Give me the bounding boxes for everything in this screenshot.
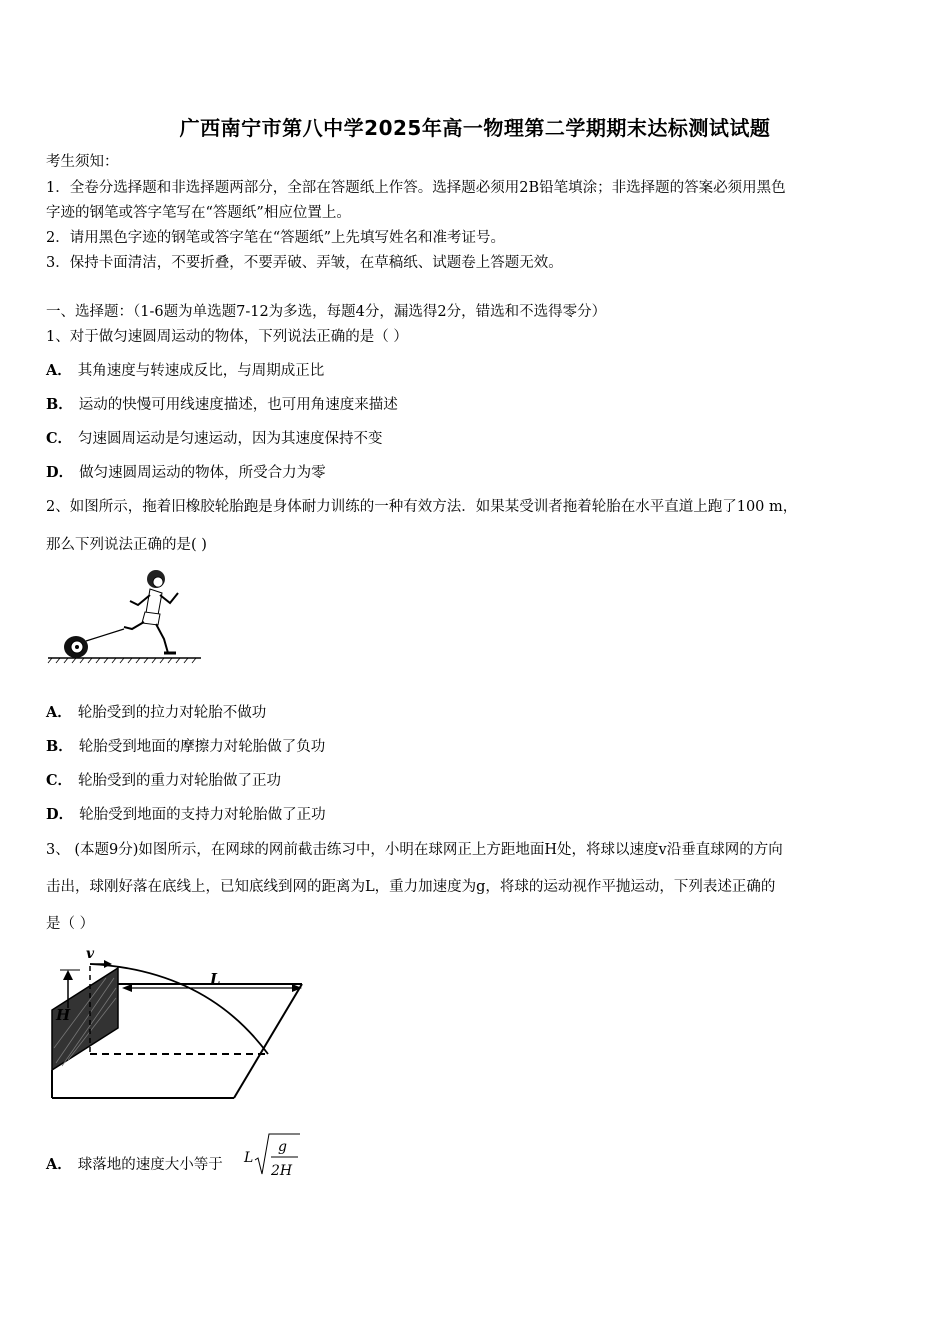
q1-option-a <box>46 361 324 381</box>
option-letter: D． <box>46 464 74 481</box>
q1-option-c <box>46 429 383 449</box>
notice-line-1: 1．全卷分选择题和非选择题两部分，全部在答题纸上作答。选择题必须用2B铅笔填涂；非选择题的答案必须用黑色 <box>46 180 786 196</box>
option-text: 匀速圆周运动是匀速运动，因为其速度保持不变 <box>78 431 383 447</box>
option-letter: B． <box>46 738 73 755</box>
q2-stem-line-1: 2、如图所示，拖着旧橡胶轮胎跑是身体耐力训练的一种有效方法．如果某受训者拖着轮胎在水平直道上跑了100 m， <box>46 499 798 515</box>
option-letter: A． <box>46 704 72 721</box>
option-text: 轮胎受到地面的摩擦力对轮胎做了负功 <box>78 739 326 755</box>
notice-line-4: 3．保持卡面清洁，不要折叠，不要弄破、弄皱，在草稿纸、试题卷上答题无效。 <box>46 255 563 271</box>
option-letter: D． <box>46 806 74 823</box>
tennis-court-figure <box>46 948 308 1108</box>
option-text: 球落地的速度大小等于 <box>77 1157 223 1173</box>
page-title: 广西南宁市第八中学2025年高一物理第二学期期末达标测试试题 <box>179 116 771 140</box>
section-heading: 一、选择题：（1-6题为单选题7-12为多选，每题4分，漏选得2分，错选和不选得零分） <box>46 304 607 320</box>
notice-heading: 考生须知： <box>46 154 119 170</box>
q2-option-c <box>46 771 281 791</box>
option-text: 运动的快慢可用线速度描述，也可用角速度来描述 <box>78 397 398 413</box>
q2-option-d <box>46 805 326 825</box>
option-text: 轮胎受到地面的支持力对轮胎做了正功 <box>79 807 326 823</box>
q3-option-a <box>46 1155 223 1175</box>
q2-option-a <box>46 703 266 723</box>
option-text: 轮胎受到的拉力对轮胎不做功 <box>77 705 267 721</box>
q3-stem-line-1: 3、 (本题9分)如图所示，在网球的网前截击练习中，小明在球网正上方距地面H处，将球以速度v沿垂直球网的方向 <box>46 842 783 858</box>
figure-label-v: v <box>86 946 95 962</box>
option-letter: A． <box>46 1156 72 1173</box>
option-letter: C． <box>46 430 73 447</box>
q2-option-b <box>46 737 325 757</box>
notice-line-3: 2．请用黑色字迹的钢笔或答字笔在“答题纸”上先填写姓名和准考证号。 <box>46 230 506 246</box>
formula-sqrt <box>242 1130 304 1182</box>
figure-label-l: L <box>210 970 221 988</box>
q1-option-b <box>46 395 398 415</box>
formula-numerator: g <box>278 1139 287 1155</box>
formula-coef: L <box>244 1150 254 1166</box>
option-letter: C． <box>46 772 73 789</box>
option-text: 做匀速圆周运动的物体，所受合力为零 <box>79 465 326 481</box>
q1-stem: 1、对于做匀速圆周运动的物体，下列说法正确的是（ ） <box>46 329 408 345</box>
q3-stem-line-3: 是（ ） <box>46 916 95 932</box>
formula-denominator: 2H <box>271 1163 293 1179</box>
figure-label-h: H <box>56 1006 71 1024</box>
option-letter: A． <box>46 362 72 379</box>
notice-line-2: 字迹的钢笔或答字笔写在“答题纸”相应位置上。 <box>46 205 351 221</box>
q2-stem-line-2: 那么下列说法正确的是( ) <box>46 537 207 553</box>
q3-stem-line-2: 击出，球刚好落在底线上，已知底线到网的距离为L，重力加速度为g，将球的运动视作平抛运动，下列表述正确的 <box>46 879 776 895</box>
option-letter: B． <box>46 396 73 413</box>
q1-option-d <box>46 463 326 483</box>
option-text: 其角速度与转速成反比，与周期成正比 <box>77 363 325 379</box>
option-text: 轮胎受到的重力对轮胎做了正功 <box>78 773 282 789</box>
tire-runner-figure <box>46 565 206 665</box>
